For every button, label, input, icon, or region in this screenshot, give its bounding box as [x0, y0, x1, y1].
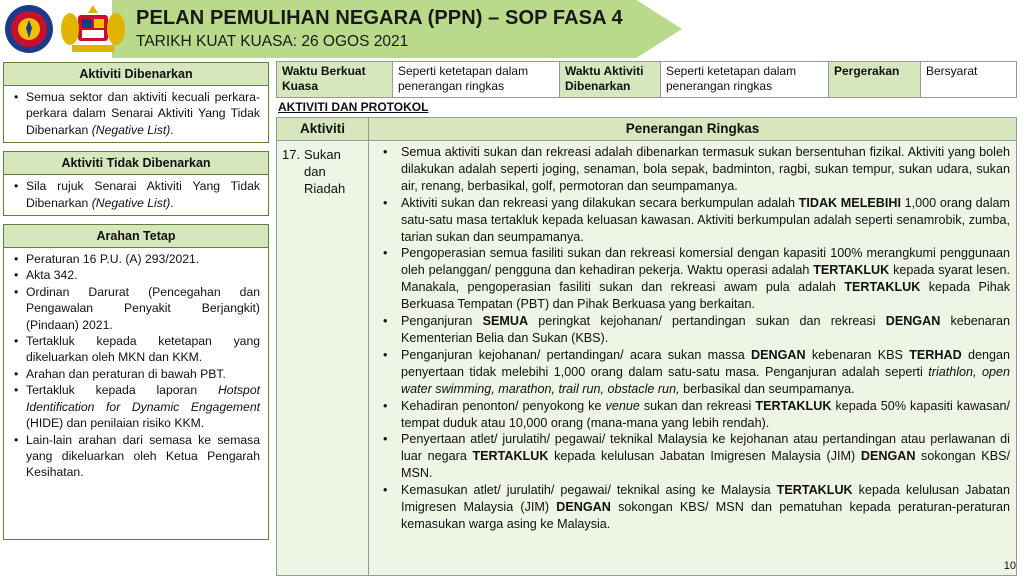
jata-negara-icon — [58, 3, 128, 55]
desc-bullet: • Pengoperasian semua fasiliti sukan dan rekreasi komersial dengan kapasiti 100% merangkumi penggunaan oleh pelanggan/ pengguna dan kehadiran pekerja. Waktu operasi adalah TERTAKLUK kepada syarat lesen. Manakala, pengoperasian fasiliti sukan dan rekreasi awam pula adalah TERTAKLUK kepada Pihak Berkuasa Tempatan (PBT) dan Pihak Berkuasa yang berkaitan. — [375, 245, 1010, 313]
section-label: AKTIVITI DAN PROTOKOL — [278, 100, 429, 114]
activity-hours-label: Waktu Aktiviti Dibenarkan — [560, 62, 661, 97]
description-cell — [369, 141, 1016, 575]
left-column — [3, 62, 269, 540]
list-item: • Lain-lain arahan dari semasa ke semasa yang dikeluarkan oleh Ketua Pengarah Kesihatan. — [12, 432, 260, 481]
desc-bullet: • Penyertaan atlet/ jurulatih/ pegawai/ teknikal Malaysia ke kejohanan atau pertandingan atau perlawanan di luar negara TERTAKLUK kepada kelulusan Jabatan Imigresen Malaysia (JIM) DENGAN sokongan KBS/ MSN. — [375, 431, 1010, 482]
standing-orders-body — [3, 248, 269, 540]
not-allowed-item: • Sila rujuk Senarai Aktiviti Yang Tidak Dibenarkan (Negative List). — [12, 178, 260, 211]
desc-bullet: • Kemasukan atlet/ jurulatih/ pegawai/ teknikal asing ke Malaysia TERTAKLUK kepada kelulusan Jabatan Imigresen Malaysia (JIM) DENGAN sokongan KBS/ MSN dan pematuhan kepada peraturan-peraturan kemasukan warga asing ke Malaysia. — [375, 482, 1010, 533]
hours-value: Seperti ketetapan dalam penerangan ringkas — [393, 62, 560, 97]
activity-cell — [277, 141, 369, 575]
hours-label: Waktu Berkuat Kuasa — [277, 62, 393, 97]
page-subtitle: TARIKH KUAT KUASA: 26 OGOS 2021 — [136, 33, 409, 50]
table-header — [276, 117, 1017, 141]
col-activity-header: Aktiviti — [277, 118, 369, 140]
not-allowed-heading: Aktiviti Tidak Dibenarkan — [3, 151, 269, 175]
list-item: • Peraturan 16 P.U. (A) 293/2021. — [12, 251, 260, 267]
list-item: • Arahan dan peraturan di bawah PBT. — [12, 366, 260, 382]
list-item: • Tertakluk kepada ketetapan yang dikeluarkan oleh MKN dan KKM. — [12, 333, 260, 366]
allowed-heading: Aktiviti Dibenarkan — [3, 62, 269, 86]
desc-bullet: • Semua aktiviti sukan dan rekreasi adalah dibenarkan termasuk sukan bersentuhan fizikal. Aktiviti yang boleh dilakukan adalah seperti joging, senaman, bola sepak, badminton, ragbi, sukan tempur, sukan udara, sukan air, renang, berbasikal, golf, permotoran dan seumpamanya. — [375, 144, 1010, 195]
desc-bullet: • Penganjuran SEMUA peringkat kejohanan/ pertandingan sukan dan rekreasi DENGAN kebenaran Kementerian Belia dan Sukan (KBS). — [375, 313, 1010, 347]
activity-number: 17. — [282, 147, 301, 162]
desc-bullet: • Aktiviti sukan dan rekreasi yang dilakukan secara berkumpulan adalah TIDAK MELEBIHI 1,000 orang dalam satu-satu masa tertakluk kepada keluasan kawasan. Aktiviti berkumpulan adalah seperti senamrobik, zumba, tarian sukan dan seumpamanya. — [375, 195, 1010, 246]
page-number: 10 — [1003, 560, 1016, 572]
movement-value: Bersyarat — [926, 64, 978, 78]
activity-name: Sukan dan Riadah — [304, 147, 346, 196]
standing-orders-heading: Arahan Tetap — [3, 224, 269, 248]
activity-hours-value: Seperti ketetapan dalam penerangan ringkas — [661, 62, 829, 97]
desc-bullet: • Penganjuran kejohanan/ pertandingan/ acara sukan massa DENGAN kebenaran KBS TERHAD dengan penyertaan tidak melebihi 1,000 orang dalam satu-satu masa. Penganjuran adalah seperti triathlon, open water swimming, marathon, trail run, obstacle run, berbasikal dan seumpamanya. — [375, 347, 1010, 398]
movement-label: Pergerakan — [829, 62, 921, 97]
info-table — [276, 61, 1017, 98]
page-title: PELAN PEMULIHAN NEGARA (PPN) – SOP FASA 4 — [136, 7, 623, 29]
list-item-hide: • Tertakluk kepada laporan Hotspot Identification for Dynamic Engagement (HIDE) dan penilaian risiko KKM. — [12, 382, 260, 431]
not-allowed-body — [3, 175, 269, 216]
nsc-logo-icon — [4, 4, 54, 54]
list-item: • Akta 342. — [12, 267, 260, 283]
allowed-body — [3, 86, 269, 143]
activity-table — [276, 117, 1017, 576]
col-desc-header: Penerangan Ringkas — [625, 121, 760, 136]
allowed-item: • Semua sektor dan aktiviti kecuali perkara-perkara dalam Senarai Aktiviti Yang Tidak Dibenarkan (Negative List). — [12, 89, 260, 138]
table-row — [276, 141, 1017, 576]
list-item: • Ordinan Darurat (Pencegahan dan Pengawalan Penyakit Berjangkit) (Pindaan) 2021. — [12, 284, 260, 333]
desc-bullet: • Kehadiran penonton/ penyokong ke venue sukan dan rekreasi TERTAKLUK kepada 50% kapasiti kawasan/ tempat duduk atau 10,000 orang (mana-mana yang lebih rendah). — [375, 398, 1010, 432]
